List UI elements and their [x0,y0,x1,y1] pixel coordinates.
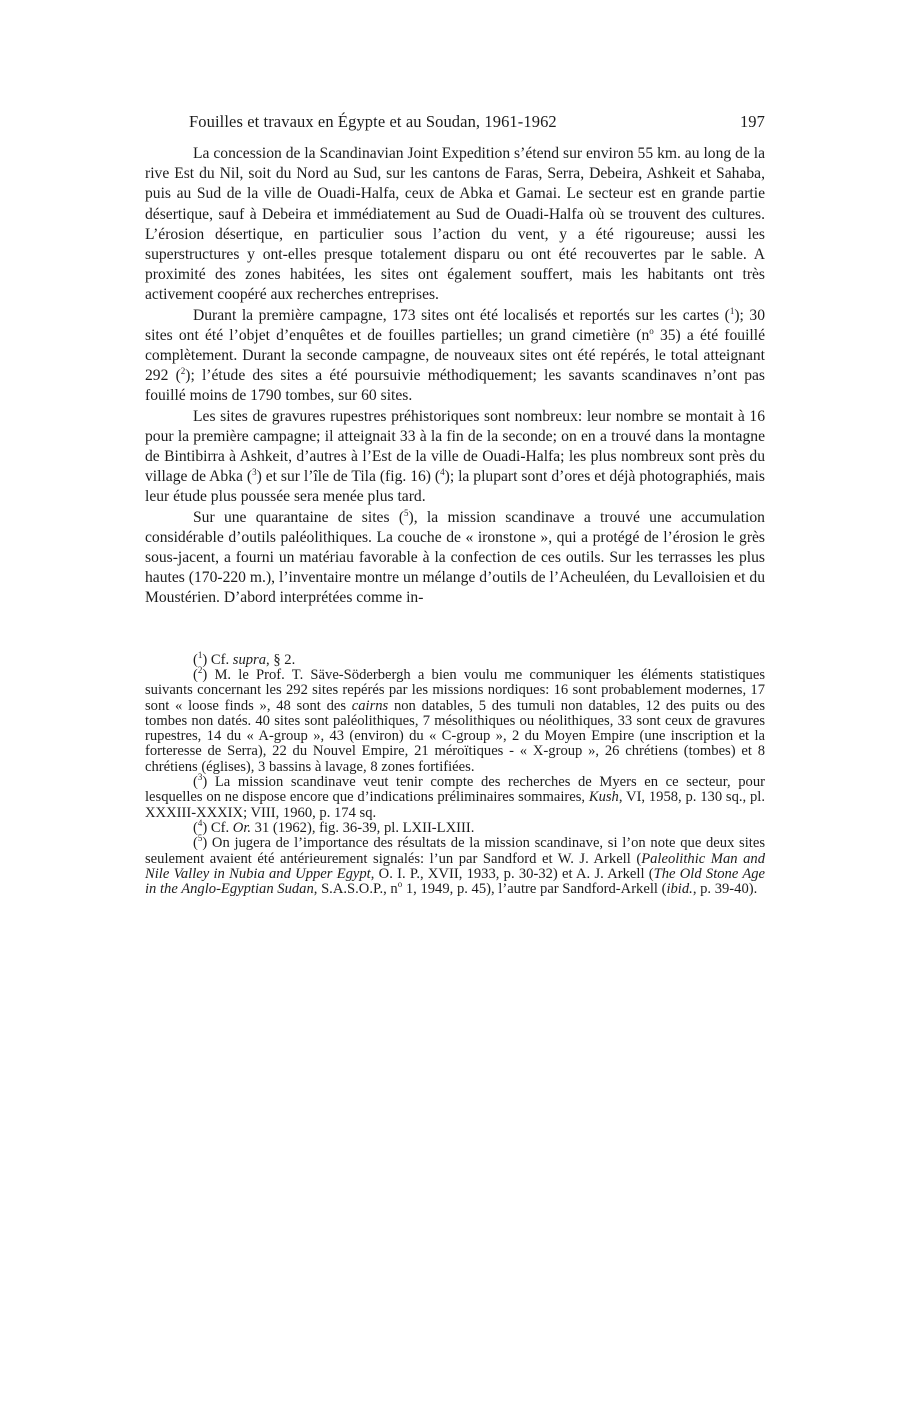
page-number: 197 [739,112,765,131]
note-reference: 2 [197,665,203,676]
text-run: 31 (1962), fig. 36-39, pl. LXII-LXIII. [251,819,475,836]
text-run: , p. 39-40). [692,881,758,898]
text-run: Les sites de gravures rupestres préhistoriques sont nombreux: leur nombre se montait à 16 pour la première campagne; il atteignait 33 à la fin de la seconde; on en a trouvé dans la montagne de Bintibirra à Ashkeit, d’autres à l’Est de la ville de Ouadi-Halfa; les plus nombreux sont près du village de Abka ( [145,407,765,486]
italic-text: supra [232,651,267,668]
note-reference: 5 [197,833,203,844]
text-run: , VI, 1958, p. 130 sq., pl. XXXIII-XXXIX; VIII, 1960, p. 174 sq. [145,789,765,821]
note-reference: 5 [404,507,409,518]
body-paragraph [145,306,765,407]
body-paragraph [145,407,765,508]
footnote [145,818,765,836]
note-reference: 3 [197,772,203,783]
note-reference: o [397,879,403,890]
italic-text: ibid. [666,881,693,898]
main-text [145,144,765,609]
document-page [145,112,765,897]
note-reference: 2 [180,366,186,377]
text-run: ) Cf. [202,819,233,836]
text-run: 35) a été fouillé complètement. Durant la seconde campagne, de nouveaux sites ont été repérés, le total atteignant 292 ( [145,326,765,385]
italic-text: Kush [588,789,619,806]
body-paragraph [145,144,765,306]
text-run: ); la plupart sont d’ores et déjà photographiés, mais leur étude plus poussée sera menée plus tard. [145,468,765,506]
text-run: 1, 1949, p. 45), l’autre par Sandford-Arkell ( [402,881,667,898]
text-run: ) et sur l’île de Tila (fig. 16) ( [256,468,441,486]
note-reference: 1 [729,305,735,316]
text-run: non datables, 5 des tumuli non datables, 12 des puits ou des tombes non datés. 40 sites sont paléolithiques, 7 mésolithiques ou néolithiques, 33 sont ceux de gravures rupestres, 14 du « A-group », 43 (environ) du « C-group », 2 du Moyen Empire (une inscription et la forteresse de Serra), 22 du Nouvel Empire, 21 méroïtiques - « X-group », 26 chrétiens (tombes) et 8 chrétiens (églises), 3 bassins à lavage, 8 zones fortifiées. [145,697,765,775]
text-run: Sur une quarantaine de sites ( [193,508,405,526]
text-run: , O. I. P., XVII, 1933, p. 30-32) et A. J. Arkell ( [370,865,654,882]
text-run: Durant la première campagne, 173 sites ont été localisés et reportés sur les cartes ( [193,306,730,324]
text-run: ( [193,666,198,683]
italic-text: Paleolithic Man and Nile Valley in Nubia and Upper Egypt [145,850,765,882]
text-run: ) M. le Prof. T. Säve-Söderbergh a bien voulu me communiquer les éléments statistiques suivants concernant les 292 sites repérés par les missions nordiques: 16 sont probablement modernes, 17 sont « loose finds », 48 sont des [145,666,765,714]
text-run: ); l’étude des sites a été poursuivie méthodiquement; les savants scandinaves n’ont pas fouillé moins de 1790 tombes, sur 60 sites. [145,367,765,405]
text-run: ); 30 sites ont été l’objet d’enquêtes et de fouilles partielles; un grand cimetière (n [145,306,765,344]
footnote [145,772,765,821]
text-run: ( [193,651,198,668]
italic-text: Or. [232,819,252,836]
text-run: , S.A.S.O.P., n [313,881,398,898]
note-reference: 4 [440,467,445,478]
footnote [145,649,765,668]
italic-text: The Old Stone Age in the Anglo-Egyptian Sudan [145,865,766,898]
footnotes [145,649,766,898]
note-reference: o [649,325,654,336]
text-run: ( [193,835,198,852]
text-run: ) On jugera de l’importance des résultats de la mission scandinave, si l’on note que deux sites seulement avaient été antérieurement signalés: l’un par Sandford et W. J. Arkell ( [145,835,765,867]
running-title: Fouilles et travaux en Égypte et au Soudan, 1961-1962 [189,112,557,131]
text-run: , § 2. [266,651,296,668]
running-header [145,112,765,138]
italic-text: cairns [351,697,389,714]
note-reference: 4 [197,818,203,829]
body-paragraph [145,508,765,609]
text-run: La concession de la Scandinavian Joint Expedition s’étend sur environ 55 km. au long de la rive Est du Nil, soit du Nord au Sud, sur les cantons de Faras, Serra, Debeira, Ashkeit et Sahaba, puis au Sud de la ville de Ouadi-Halfa, ceux de Abka et Gamai. Le secteur est en grande partie désertique, sauf à Debeira et immédiatement au Sud de Ouadi-Halfa où se trouvent des cultures. L’érosion désertique, en particulier sous l’action du vent, y a été rigoureuse; aussi les superstructures y ont-elles presque totalement disparu ou ont été recouvertes par le sable. A proximité des zones habitées, les sites ont également souffert, mais les habitants ont très activement coopéré aux recherches entreprises. [145,145,765,304]
text-run: ), la mission scandinave a trouvé une accumulation considérable d’outils paléolithiques. La couche de « ironstone », qui a protégé de l’érosion le grès sous-jacent, a fourni un matériau favorable à la confection de ces outils. Sur les terrasses les plus hautes (170-220 m.), l’inventaire montre un mélange d’outils de l’Acheuléen, du Levalloisien et du Moustérien. D’abord interprétées comme in- [145,508,765,607]
text-run: ) Cf. [202,651,233,668]
note-reference: 1 [197,649,203,660]
footnote [145,665,765,775]
text-run: ( [193,774,198,791]
footnote [145,833,766,898]
note-reference: 3 [252,467,257,478]
text-run: ) La mission scandinave veut tenir compte des recherches de Myers en ce secteur, pour lesquelles on ne dispose encore que d’indications préliminaires sommaires, [145,774,765,806]
text-run: ( [193,819,198,836]
